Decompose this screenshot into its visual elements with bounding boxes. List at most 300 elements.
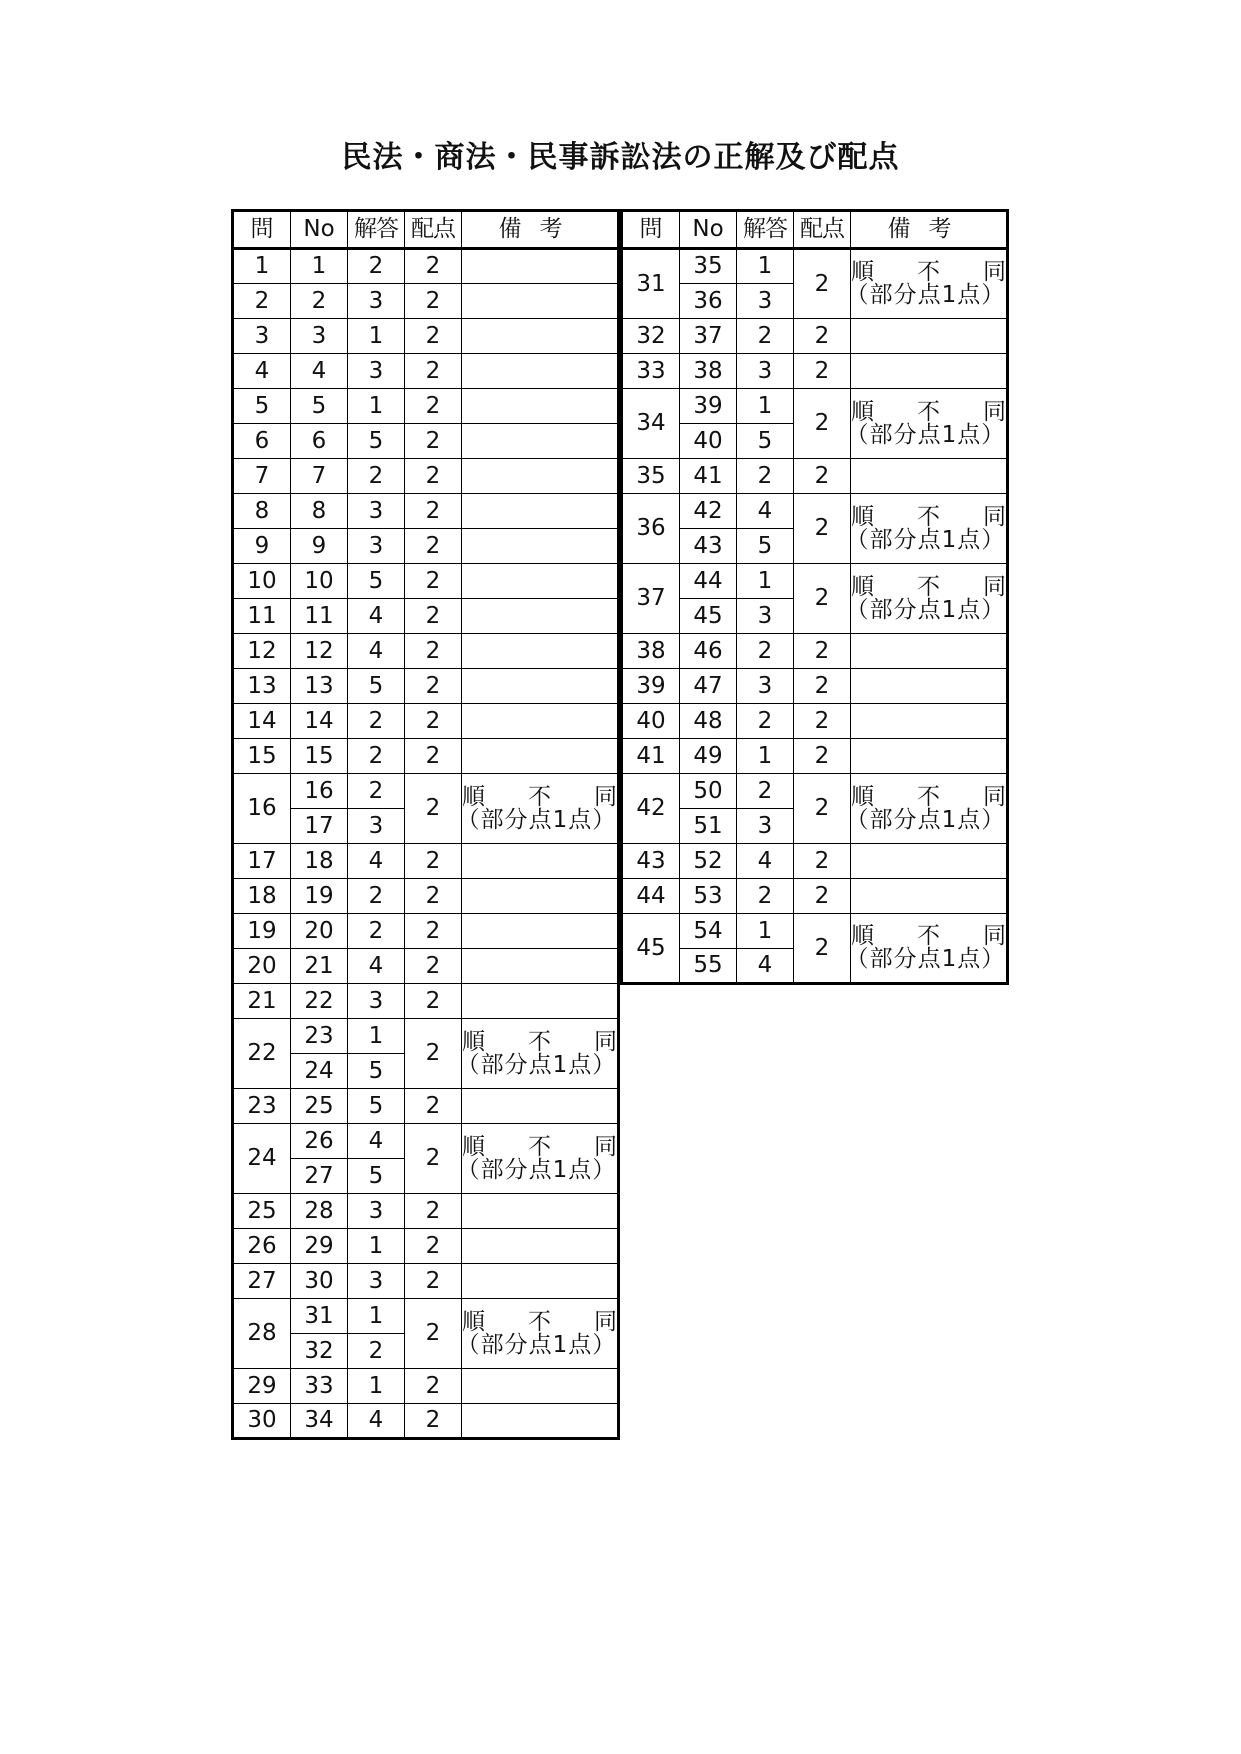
remark-char: 不	[528, 1133, 551, 1160]
question-number: 38	[622, 634, 680, 669]
answer-value: 1	[737, 389, 794, 424]
remark-char: 順	[462, 1133, 485, 1160]
item-number: 42	[680, 494, 737, 529]
remark-char: 同	[983, 398, 1006, 425]
remarks-cell	[462, 739, 619, 774]
question-number: 5	[233, 389, 291, 424]
answer-value: 4	[348, 844, 405, 879]
remark-partial-credit: （部分点1点）	[845, 946, 1006, 972]
table-row	[233, 914, 619, 949]
header-remarks: 備考	[462, 211, 619, 249]
item-number: 31	[291, 1299, 348, 1334]
question-number: 17	[233, 844, 291, 879]
question-number: 12	[233, 634, 291, 669]
question-number: 23	[233, 1089, 291, 1124]
answer-value: 5	[348, 564, 405, 599]
remarks-cell	[851, 879, 1008, 914]
question-number: 37	[622, 564, 680, 634]
remark-char: 同	[983, 923, 1006, 949]
table-row	[233, 949, 619, 984]
header-question: 問	[233, 211, 291, 249]
answer-value: 3	[737, 284, 794, 319]
remarks-cell	[462, 529, 619, 564]
remarks-cell	[462, 634, 619, 669]
remarks-cell	[462, 984, 619, 1019]
answer-value: 2	[348, 774, 405, 809]
points-value: 2	[405, 1404, 462, 1439]
points-value: 2	[405, 1369, 462, 1404]
remark-order-free	[851, 925, 1006, 948]
points-value: 2	[794, 249, 851, 319]
remark-partial-credit: （部分点1点）	[456, 1331, 617, 1358]
points-value: 2	[405, 879, 462, 914]
remarks-cell	[851, 354, 1008, 389]
remark-partial-credit: （部分点1点）	[456, 1051, 617, 1078]
points-value: 2	[405, 284, 462, 319]
question-number: 31	[622, 249, 680, 319]
question-number: 21	[233, 984, 291, 1019]
points-value: 2	[794, 319, 851, 354]
remarks-cell	[851, 319, 1008, 354]
remark-partial-credit: （部分点1点）	[845, 806, 1006, 833]
item-number: 20	[291, 914, 348, 949]
answer-value: 1	[348, 1299, 405, 1334]
question-number: 44	[622, 879, 680, 914]
item-number: 26	[291, 1124, 348, 1159]
remarks-cell	[851, 844, 1008, 879]
question-number: 39	[622, 669, 680, 704]
answer-value: 4	[348, 1404, 405, 1439]
remarks-cell	[456, 1019, 619, 1089]
points-value: 2	[794, 494, 851, 564]
question-number: 1	[233, 249, 291, 284]
points-value: 2	[405, 389, 462, 424]
remarks-cell	[462, 1194, 619, 1229]
remark-order-free	[851, 783, 1006, 810]
item-number: 33	[291, 1369, 348, 1404]
question-number: 8	[233, 494, 291, 529]
header-points: 配点	[405, 211, 462, 249]
answer-value: 2	[737, 319, 794, 354]
answer-value: 2	[348, 739, 405, 774]
table-row	[622, 319, 1008, 354]
table-row	[233, 529, 619, 564]
answer-value: 4	[737, 494, 794, 529]
item-number: 4	[291, 354, 348, 389]
points-value: 2	[405, 739, 462, 774]
table-row	[622, 739, 1008, 774]
table-row	[622, 494, 1008, 529]
table-row	[233, 984, 619, 1019]
answer-value: 2	[348, 914, 405, 949]
table-row	[233, 494, 619, 529]
answer-value: 3	[737, 354, 794, 389]
remark-char: 不	[917, 923, 940, 949]
remark-char: 順	[851, 259, 874, 285]
answer-value: 1	[348, 1229, 405, 1264]
points-value: 2	[405, 1299, 462, 1369]
answer-value: 4	[348, 1124, 405, 1159]
points-value: 2	[405, 1124, 462, 1194]
table-row	[622, 914, 1008, 949]
item-number: 15	[291, 739, 348, 774]
item-number: 28	[291, 1194, 348, 1229]
remark-order-free	[851, 398, 1006, 425]
remarks-cell	[851, 634, 1008, 669]
table-row	[233, 774, 619, 809]
table-row	[233, 1404, 619, 1439]
answer-value: 5	[737, 424, 794, 459]
table-row	[622, 844, 1008, 879]
question-number: 11	[233, 599, 291, 634]
points-value: 2	[794, 704, 851, 739]
table-row	[233, 739, 619, 774]
question-number: 16	[233, 774, 291, 844]
answer-value: 4	[737, 949, 794, 984]
remark-char: 同	[983, 783, 1006, 810]
answer-value: 1	[737, 564, 794, 599]
item-number: 45	[680, 599, 737, 634]
header-number: No	[291, 211, 348, 249]
item-number: 46	[680, 634, 737, 669]
remark-partial-credit: （部分点1点）	[845, 282, 1006, 308]
remarks-cell	[456, 774, 619, 844]
item-number: 35	[680, 249, 737, 284]
question-number: 25	[233, 1194, 291, 1229]
remarks-cell	[851, 704, 1008, 739]
item-number: 23	[291, 1019, 348, 1054]
answer-value: 3	[737, 669, 794, 704]
table-row	[233, 1194, 619, 1229]
answer-value: 5	[348, 1054, 405, 1089]
points-value: 2	[794, 459, 851, 494]
remark-order-free	[462, 783, 617, 810]
answer-value: 3	[348, 1264, 405, 1299]
remark-char: 同	[983, 503, 1006, 530]
answer-value: 3	[737, 809, 794, 844]
item-number: 6	[291, 424, 348, 459]
points-value: 2	[794, 914, 851, 984]
points-value: 2	[405, 844, 462, 879]
question-number: 9	[233, 529, 291, 564]
points-value: 2	[405, 1089, 462, 1124]
points-value: 2	[405, 599, 462, 634]
remark-partial-credit: （部分点1点）	[845, 421, 1006, 448]
question-number: 28	[233, 1299, 291, 1369]
question-number: 24	[233, 1124, 291, 1194]
question-number: 20	[233, 949, 291, 984]
points-value: 2	[405, 319, 462, 354]
item-number: 11	[291, 599, 348, 634]
table-row	[622, 249, 1008, 284]
item-number: 52	[680, 844, 737, 879]
question-number: 40	[622, 704, 680, 739]
remarks-cell	[845, 564, 1008, 634]
table-row	[233, 354, 619, 389]
answer-value: 1	[348, 1019, 405, 1054]
item-number: 8	[291, 494, 348, 529]
table-row	[233, 319, 619, 354]
table-row	[233, 564, 619, 599]
remarks-cell	[851, 459, 1008, 494]
answer-value: 2	[737, 774, 794, 809]
item-number: 9	[291, 529, 348, 564]
table-row	[233, 599, 619, 634]
points-value: 2	[405, 704, 462, 739]
points-value: 2	[405, 249, 462, 284]
answer-value: 2	[737, 879, 794, 914]
points-value: 2	[405, 564, 462, 599]
remark-char: 順	[462, 1028, 485, 1055]
item-number: 21	[291, 949, 348, 984]
remarks-cell	[462, 249, 619, 284]
remarks-cell	[462, 564, 619, 599]
remark-char: 不	[917, 503, 940, 530]
remark-partial-credit: （部分点1点）	[845, 526, 1006, 553]
answer-value: 5	[348, 669, 405, 704]
remark-char: 順	[851, 783, 874, 810]
remarks-cell	[462, 459, 619, 494]
question-number: 18	[233, 879, 291, 914]
remark-char: 同	[983, 573, 1006, 600]
points-value: 2	[794, 634, 851, 669]
answer-value: 3	[348, 284, 405, 319]
item-number: 34	[291, 1404, 348, 1439]
points-value: 2	[794, 774, 851, 844]
remarks-cell	[845, 914, 1008, 984]
answer-value: 4	[348, 949, 405, 984]
question-number: 45	[622, 914, 680, 984]
points-value: 2	[405, 424, 462, 459]
item-number: 16	[291, 774, 348, 809]
item-number: 30	[291, 1264, 348, 1299]
remarks-cell	[462, 319, 619, 354]
points-value: 2	[794, 739, 851, 774]
answer-value: 3	[348, 1194, 405, 1229]
table-row	[622, 389, 1008, 424]
remarks-cell	[462, 389, 619, 424]
answer-value: 3	[348, 984, 405, 1019]
remark-char: 不	[528, 1308, 551, 1335]
question-number: 36	[622, 494, 680, 564]
question-number: 19	[233, 914, 291, 949]
question-number: 7	[233, 459, 291, 494]
header-question: 問	[622, 211, 680, 249]
answer-value: 1	[348, 389, 405, 424]
question-number: 3	[233, 319, 291, 354]
remark-char: 順	[851, 923, 874, 949]
points-value: 2	[405, 494, 462, 529]
points-value: 2	[405, 634, 462, 669]
remark-char: 順	[851, 503, 874, 530]
table-row	[233, 284, 619, 319]
points-value: 2	[794, 564, 851, 634]
question-number: 26	[233, 1229, 291, 1264]
table-header-row	[622, 211, 1008, 249]
item-number: 54	[680, 914, 737, 949]
remark-order-free	[851, 261, 1006, 284]
answer-table-right	[620, 209, 1009, 985]
remark-char: 同	[594, 1308, 617, 1335]
remark-char: 不	[528, 1028, 551, 1055]
table-row	[622, 774, 1008, 809]
answer-value: 3	[348, 354, 405, 389]
item-number: 14	[291, 704, 348, 739]
answer-value: 2	[348, 249, 405, 284]
answer-table-left	[231, 209, 620, 1440]
question-number: 29	[233, 1369, 291, 1404]
item-number: 37	[680, 319, 737, 354]
item-number: 19	[291, 879, 348, 914]
item-number: 2	[291, 284, 348, 319]
question-number: 35	[622, 459, 680, 494]
answer-value: 2	[737, 634, 794, 669]
question-number: 10	[233, 564, 291, 599]
header-points: 配点	[794, 211, 851, 249]
remark-partial-credit: （部分点1点）	[456, 1156, 617, 1183]
remark-char: 順	[851, 398, 874, 425]
points-value: 2	[405, 669, 462, 704]
points-value: 2	[794, 389, 851, 459]
remark-partial-credit: （部分点1点）	[456, 806, 617, 833]
answer-value: 2	[348, 1334, 405, 1369]
points-value: 2	[405, 1264, 462, 1299]
remarks-cell	[462, 704, 619, 739]
item-number: 12	[291, 634, 348, 669]
answer-value: 5	[737, 529, 794, 564]
remarks-cell	[845, 249, 1008, 319]
item-number: 44	[680, 564, 737, 599]
question-number: 22	[233, 1019, 291, 1089]
remark-partial-credit: （部分点1点）	[845, 596, 1006, 623]
table-row	[233, 879, 619, 914]
question-number: 42	[622, 774, 680, 844]
item-number: 48	[680, 704, 737, 739]
answer-value: 3	[348, 529, 405, 564]
remarks-cell	[462, 1264, 619, 1299]
table-row	[233, 389, 619, 424]
remarks-cell	[462, 949, 619, 984]
item-number: 24	[291, 1054, 348, 1089]
answer-value: 2	[348, 704, 405, 739]
points-value: 2	[794, 879, 851, 914]
answer-value: 3	[348, 809, 405, 844]
answer-value: 2	[348, 879, 405, 914]
remark-char: 不	[917, 573, 940, 600]
remark-char: 同	[594, 783, 617, 810]
points-value: 2	[405, 914, 462, 949]
answer-value: 5	[348, 1089, 405, 1124]
item-number: 3	[291, 319, 348, 354]
remark-char: 不	[917, 783, 940, 810]
item-number: 39	[680, 389, 737, 424]
item-number: 29	[291, 1229, 348, 1264]
question-number: 41	[622, 739, 680, 774]
question-number: 33	[622, 354, 680, 389]
points-value: 2	[405, 459, 462, 494]
item-number: 50	[680, 774, 737, 809]
item-number: 10	[291, 564, 348, 599]
question-number: 34	[622, 389, 680, 459]
item-number: 7	[291, 459, 348, 494]
remarks-cell	[462, 669, 619, 704]
table-row	[622, 669, 1008, 704]
remarks-cell	[462, 1369, 619, 1404]
table-row	[622, 704, 1008, 739]
points-value: 2	[405, 529, 462, 564]
remarks-cell	[462, 1229, 619, 1264]
answer-value: 4	[348, 599, 405, 634]
answer-value: 5	[348, 424, 405, 459]
question-number: 6	[233, 424, 291, 459]
remarks-cell	[462, 424, 619, 459]
answer-value: 1	[348, 1369, 405, 1404]
points-value: 2	[794, 844, 851, 879]
header-answer: 解答	[737, 211, 794, 249]
remark-order-free	[851, 573, 1006, 600]
table-row	[233, 1299, 619, 1334]
table-row	[622, 354, 1008, 389]
remark-char: 不	[917, 398, 940, 425]
points-value: 2	[794, 669, 851, 704]
table-row	[233, 424, 619, 459]
points-value: 2	[794, 354, 851, 389]
table-row	[233, 249, 619, 284]
question-number: 30	[233, 1404, 291, 1439]
table-row	[233, 704, 619, 739]
remark-char: 順	[462, 1308, 485, 1335]
item-number: 22	[291, 984, 348, 1019]
question-number: 43	[622, 844, 680, 879]
answer-value: 2	[737, 704, 794, 739]
item-number: 43	[680, 529, 737, 564]
table-row	[233, 1124, 619, 1159]
remarks-cell	[456, 1299, 619, 1369]
question-number: 15	[233, 739, 291, 774]
remark-order-free	[462, 1028, 617, 1055]
remarks-cell	[462, 844, 619, 879]
remark-order-free	[462, 1133, 617, 1160]
item-number: 47	[680, 669, 737, 704]
table-row	[622, 879, 1008, 914]
question-number: 14	[233, 704, 291, 739]
item-number: 32	[291, 1334, 348, 1369]
answer-value: 1	[348, 319, 405, 354]
remark-char: 同	[983, 259, 1006, 285]
table-row	[233, 1089, 619, 1124]
item-number: 49	[680, 739, 737, 774]
remark-char: 同	[594, 1133, 617, 1160]
header-number: No	[680, 211, 737, 249]
table-row	[233, 1264, 619, 1299]
table-row	[622, 634, 1008, 669]
points-value: 2	[405, 949, 462, 984]
item-number: 27	[291, 1159, 348, 1194]
table-header-row	[233, 211, 619, 249]
remarks-cell	[462, 879, 619, 914]
points-value: 2	[405, 354, 462, 389]
header-answer: 解答	[348, 211, 405, 249]
item-number: 17	[291, 809, 348, 844]
answer-value: 3	[348, 494, 405, 529]
question-number: 27	[233, 1264, 291, 1299]
remarks-cell	[462, 284, 619, 319]
answer-value: 4	[348, 634, 405, 669]
item-number: 55	[680, 949, 737, 984]
remarks-cell	[845, 774, 1008, 844]
points-value: 2	[405, 774, 462, 844]
table-row	[233, 844, 619, 879]
